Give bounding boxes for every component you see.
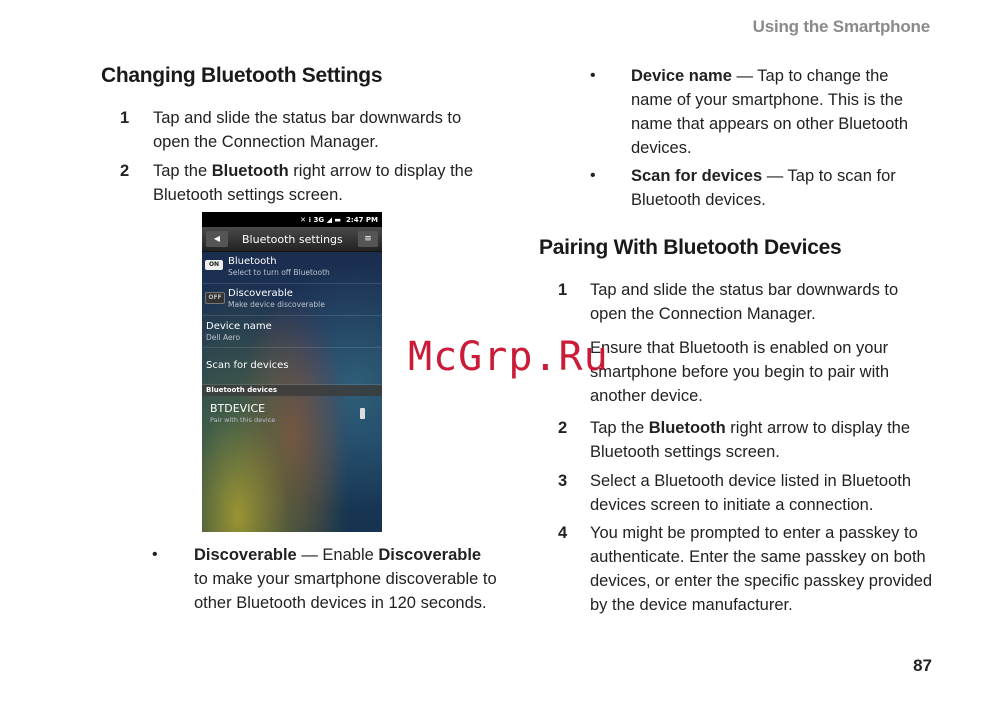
bullet-discoverable: Discoverable — Enable Discoverable to make your smartphone discoverable to other Bluetooth devices in 120 seconds.: [194, 546, 497, 612]
step-number: 3: [558, 472, 568, 490]
step-number: 4: [558, 524, 568, 542]
section-header: Bluetooth devices: [202, 385, 382, 396]
discoverable-row: [202, 284, 382, 316]
row-subtitle: Dell Aero: [206, 333, 241, 342]
step-text: Tap and slide the status bar downwards to open the Connection Manager.: [590, 281, 899, 323]
menu-icon: ≡: [358, 231, 378, 247]
step-number: 2: [120, 162, 130, 180]
step-number: 1: [120, 109, 130, 127]
bullet-symbol: •: [590, 67, 596, 84]
status-time: 2:47 PM: [346, 215, 378, 224]
bluetooth-row: [202, 252, 382, 284]
row-title: Scan for devices: [206, 360, 289, 371]
row-title: Discoverable: [228, 288, 293, 299]
back-icon: ◀: [206, 231, 228, 247]
note-text: Ensure that Bluetooth is enabled on your smartphone before you begin to pair with another device.: [590, 339, 890, 405]
row-subtitle: Make device discoverable: [228, 300, 325, 309]
discoverable-toggle: OFF: [205, 292, 225, 304]
step-text: Tap and slide the status bar downwards to open the Connection Manager.: [153, 109, 462, 151]
status-bar: [202, 212, 382, 227]
scan-row: [202, 348, 382, 385]
step-number: 1: [558, 281, 568, 299]
bullet-scan: Scan for devices — Tap to scan for Bluetooth devices.: [631, 167, 896, 209]
device-row: [202, 396, 382, 434]
row-title: Bluetooth: [228, 256, 277, 267]
title-bar: [202, 227, 382, 252]
row-subtitle: Select to turn off Bluetooth: [228, 268, 330, 277]
step-text: Tap the Bluetooth right arrow to display the Bluetooth settings screen.: [590, 419, 911, 461]
heading-changing-bluetooth: Changing Bluetooth Settings: [101, 64, 383, 87]
step-text: Tap the Bluetooth right arrow to display the Bluetooth settings screen.: [153, 162, 474, 204]
device-name-row: [202, 316, 382, 348]
step-text: You might be prompted to enter a passkey to authenticate. Enter the same passkey on both devices, or enter the specific passkey provided by the device manufacturer.: [590, 524, 933, 614]
running-header: Using the Smartphone: [752, 17, 930, 36]
device-subtitle: Pair with this device: [210, 416, 276, 424]
bluetooth-settings-screenshot: [202, 212, 382, 532]
step-number: 2: [558, 419, 568, 437]
watermark: McGrp.Ru: [408, 334, 609, 380]
device-title: BTDEVICE: [210, 402, 266, 415]
step-text: Select a Bluetooth device listed in Bluetooth devices screen to initiate a connection.: [590, 472, 912, 514]
bluetooth-toggle: ON: [205, 260, 223, 270]
bullet-symbol: •: [590, 167, 596, 184]
phone-device-icon: [360, 408, 365, 419]
row-title: Device name: [206, 321, 272, 332]
bullet-device-name: Device name — Tap to change the name of your smartphone. This is the name that appears on other Bluetooth devices.: [631, 67, 909, 157]
screen-title: Bluetooth settings: [242, 232, 343, 246]
heading-pairing: Pairing With Bluetooth Devices: [539, 236, 842, 259]
bullet-symbol: •: [152, 546, 158, 563]
page-number: 87: [913, 656, 932, 675]
status-icons: ✕ ⁝ 3G ◢ ▬: [300, 215, 342, 224]
